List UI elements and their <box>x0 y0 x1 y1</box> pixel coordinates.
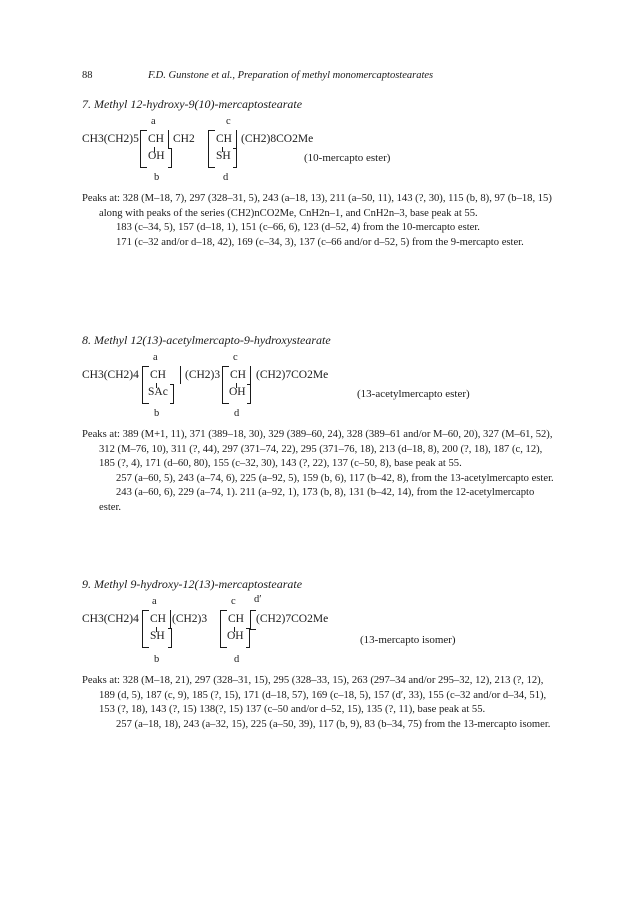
formula-suffix: (CH2)7CO2Me <box>256 369 329 381</box>
fragment-label-a: a <box>153 352 158 363</box>
substituent-2: OH <box>229 386 246 398</box>
formula-middle: CH2 <box>173 133 195 145</box>
peak-paragraph: Peaks at: 328 (M–18, 21), 297 (328–31, 15), 295 (328–33, 15), 263 (297–34 and/or 295–32, 12), 213 (?, 12), 189 (d, 5), 187 (c, 9), 185 (?, 15), 171 (d–18, 57), 169 (c–18, 5), 157 (d′, 33), 155 (c–32 and/or d–34, 51), 153 (?, 18), 143 (?, 15) 138(?, 15) 137 (c–50 and/or d–52, 15), 135 (?, 11), base peak at 55. <box>82 675 547 716</box>
formula-middle: (CH2)3 <box>185 369 221 381</box>
fragment-label-b: b <box>154 408 160 419</box>
peak-paragraph: 243 (a–60, 6), 229 (a–74, 1). 211 (a–92, 1), 173 (b, 8), 131 (b–42, 14), from the 12-acetylmercapto ester. <box>99 487 535 513</box>
fragment-label-c: c <box>226 116 231 127</box>
bracket-left-1 <box>142 610 149 648</box>
formula-group-1: CH <box>150 369 166 381</box>
running-title: F.D. Gunstone et al., Preparation of methyl monomercaptostearates <box>148 70 434 81</box>
formula-group-2: CH <box>230 369 246 381</box>
formula-prefix: CH3(CH2)5 <box>82 133 139 145</box>
structural-formula <box>82 352 557 444</box>
formula-prefix: CH3(CH2)4 <box>82 613 139 625</box>
section-9 <box>82 577 557 732</box>
fragment-label-d: d <box>234 408 240 419</box>
substituent-1: OH <box>148 150 165 162</box>
bond-line <box>236 130 237 148</box>
section-7 <box>82 97 557 250</box>
bracket-right-2 <box>247 384 251 404</box>
bond-line <box>250 366 251 384</box>
section-heading: 7. Methyl 12-hydroxy-9(10)-mercaptostearate <box>82 97 303 111</box>
formula-group-2: CH <box>228 613 244 625</box>
isomer-note: (13-mercapto isomer) <box>360 634 456 646</box>
bond-line <box>170 610 171 628</box>
bracket-right-2 <box>246 628 250 648</box>
substituent-1: SAc <box>148 386 168 398</box>
peak-paragraph: 183 (c–34, 5), 157 (d–18, 1), 151 (c–66, 6), 123 (d–52, 4) from the 10-mercapto ester. <box>116 222 480 234</box>
formula-middle: (CH2)3 <box>172 613 208 625</box>
substituent-1: SH <box>150 630 165 642</box>
isomer-note: (10-mercapto ester) <box>304 152 391 164</box>
fragment-label-d: d <box>234 654 240 665</box>
bond-line <box>168 130 169 148</box>
bracket-left-2 <box>220 610 227 648</box>
substituent-2: OH <box>227 630 244 642</box>
bracket-right-1 <box>168 628 172 648</box>
bracket-left-2 <box>208 130 215 168</box>
formula-prefix: CH3(CH2)4 <box>82 369 139 381</box>
structural-formula <box>82 596 557 688</box>
isomer-note: (13-acetylmercapto ester) <box>357 388 470 400</box>
formula-suffix: (CH2)7CO2Me <box>256 613 329 625</box>
peak-paragraph: Peaks at: 389 (M+1, 11), 371 (389–18, 30), 329 (389–60, 24), 328 (389–61 and/or M–60, 20), 327 (M–61, 52), 312 (M–76, 10), 311 (?, 44), 297 (371–74, 22), 295 (371–76, 18), 213 (d–18, 8), 200 (?, 18), 187 (c, 12), 185 (?, 4), 171 (d–60, 80), 155 (c–32, 30), 143 (?, 22), 137 (c–50, 8), base peak at 55. <box>82 429 553 470</box>
bond-line <box>180 366 181 384</box>
bracket-right-2 <box>233 148 237 168</box>
bracket-left-1 <box>140 130 147 168</box>
page-number: 88 <box>82 70 93 81</box>
fragment-label-b: b <box>154 654 160 665</box>
section-heading: 8. Methyl 12(13)-acetylmercapto-9-hydroxystearate <box>82 333 331 347</box>
fragment-label-c: c <box>231 596 236 607</box>
bracket-right-1 <box>168 148 172 168</box>
section-heading: 9. Methyl 9-hydroxy-12(13)-mercaptostearate <box>82 577 303 591</box>
fragment-label-d-prime: d′ <box>254 594 262 605</box>
peak-paragraph: 257 (a–18, 18), 243 (a–32, 15), 225 (a–50, 39), 117 (b, 9), 83 (b–34, 75) from the 13-mercapto isomer. <box>116 718 551 730</box>
bracket-right-1 <box>170 384 174 404</box>
peak-paragraph: 257 (a–60, 5), 243 (a–74, 6), 225 (a–92, 5), 159 (b, 6), 117 (b–42, 8), from the 13-acetylmercapto ester. <box>116 472 554 484</box>
fragment-label-a: a <box>151 116 156 127</box>
peak-paragraph: Peaks at: 328 (M–18, 7), 297 (328–31, 5), 243 (a–18, 13), 211 (a–50, 11), 143 (?, 30), 115 (b, 8), 97 (b–18, 15) along with peaks of the series (CH2)nCO2Me, CnH2n–1, and CnH2n–3, base peak at 55. <box>82 193 552 219</box>
formula-group-1: CH <box>150 613 166 625</box>
bracket-left-2 <box>222 366 229 404</box>
fragment-label-b: b <box>154 172 160 183</box>
substituent-2: SH <box>216 150 231 162</box>
section-8 <box>82 333 557 516</box>
fragment-label-c: c <box>233 352 238 363</box>
fragment-label-a: a <box>152 596 157 607</box>
formula-group-1: CH <box>148 133 164 145</box>
bracket-left-1 <box>142 366 149 404</box>
structural-formula <box>82 116 557 208</box>
fragment-label-d: d <box>223 172 229 183</box>
peak-paragraph: 171 (c–32 and/or d–18, 42), 169 (c–34, 3), 137 (c–66 and/or d–52, 5) from the 9-mercapto ester. <box>116 236 524 248</box>
formula-group-2: CH <box>216 133 232 145</box>
formula-suffix: (CH2)8CO2Me <box>241 133 314 145</box>
